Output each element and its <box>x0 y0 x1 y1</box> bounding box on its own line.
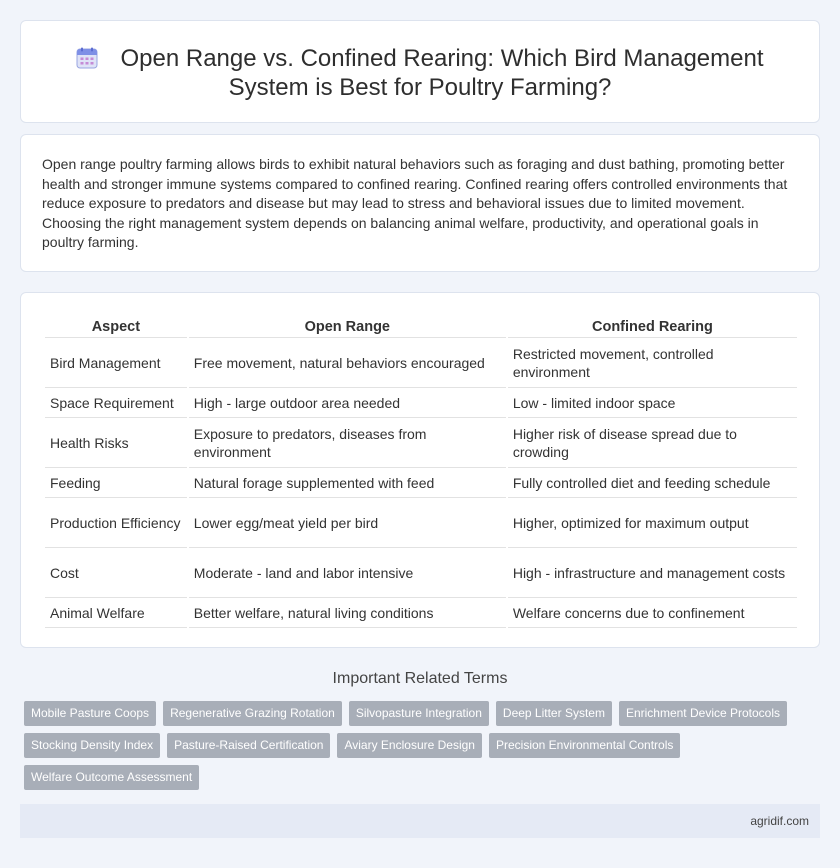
title-card <box>20 20 820 123</box>
title-line-1: Open Range vs. Confined Rearing: Which Bird Management <box>120 45 764 72</box>
table-cell-confined: Higher risk of disease spread due to crowding <box>508 418 797 468</box>
table-cell-open-range: Moderate - land and labor intensive <box>189 548 506 598</box>
table-cell-open-range: Exposure to predators, diseases from environment <box>189 418 506 468</box>
table-row <box>45 388 797 418</box>
related-term-tag[interactable]: Enrichment Device Protocols <box>619 701 787 726</box>
table-cell-open-range: Natural forage supplemented with feed <box>189 468 506 498</box>
related-term-tag[interactable]: Stocking Density Index <box>24 733 160 758</box>
intro-card <box>20 134 820 272</box>
calendar-icon <box>76 47 98 69</box>
table-cell-open-range: High - large outdoor area needed <box>189 388 506 418</box>
comparison-table <box>43 316 799 628</box>
header-aspect: Aspect <box>45 316 187 338</box>
page-title <box>21 44 819 102</box>
table-row <box>45 598 797 628</box>
table-cell-aspect: Space Requirement <box>45 388 187 418</box>
table-cell-confined: Fully controlled diet and feeding schedule <box>508 468 797 498</box>
table-cell-confined: Restricted movement, controlled environment <box>508 338 797 388</box>
table-row <box>45 418 797 468</box>
table-cell-confined: High - infrastructure and management costs <box>508 548 797 598</box>
table-row <box>45 548 797 598</box>
table-row <box>45 468 797 498</box>
related-term-tag[interactable]: Mobile Pasture Coops <box>24 701 156 726</box>
table-cell-aspect: Feeding <box>45 468 187 498</box>
table-cell-aspect: Animal Welfare <box>45 598 187 628</box>
table-cell-open-range: Lower egg/meat yield per bird <box>189 498 506 548</box>
related-term-tag[interactable]: Pasture-Raised Certification <box>167 733 330 758</box>
related-term-tag[interactable]: Regenerative Grazing Rotation <box>163 701 342 726</box>
header-confined-rearing: Confined Rearing <box>508 316 797 338</box>
title-line-2: System is Best for Poultry Farming? <box>228 74 612 101</box>
table-cell-aspect: Bird Management <box>45 338 187 388</box>
related-term-tag[interactable]: Deep Litter System <box>496 701 612 726</box>
table-cell-aspect: Cost <box>45 548 187 598</box>
related-term-tag[interactable]: Silvopasture Integration <box>349 701 489 726</box>
related-terms-list <box>24 701 804 797</box>
table-row <box>45 498 797 548</box>
footer <box>20 804 820 838</box>
table-cell-aspect: Health Risks <box>45 418 187 468</box>
intro-paragraph: Open range poultry farming allows birds to exhibit natural behaviors such as foraging and dust bathing, promoting better health and stronger immune systems compared to confined rearing. Confined rearing offers controlled environments that reduce exposure to predators and disease but may lead to stress and behavioral issues due to limited movement. Choosing the right management system depends on balancing animal welfare, productivity, and operational goals in poultry farming. <box>42 156 788 250</box>
table-cell-confined: Low - limited indoor space <box>508 388 797 418</box>
related-term-tag[interactable]: Aviary Enclosure Design <box>337 733 482 758</box>
footer-site-link[interactable]: agridif.com <box>750 814 809 828</box>
table-cell-confined: Welfare concerns due to confinement <box>508 598 797 628</box>
table-cell-confined: Higher, optimized for maximum output <box>508 498 797 548</box>
table-cell-open-range: Better welfare, natural living conditions <box>189 598 506 628</box>
table-header-row <box>45 316 797 338</box>
header-open-range: Open Range <box>189 316 506 338</box>
table-cell-aspect: Production Efficiency <box>45 498 187 548</box>
table-row <box>45 338 797 388</box>
related-terms-heading: Important Related Terms <box>332 670 508 687</box>
related-term-tag[interactable]: Welfare Outcome Assessment <box>24 765 199 790</box>
table-cell-open-range: Free movement, natural behaviors encouraged <box>189 338 506 388</box>
related-term-tag[interactable]: Precision Environmental Controls <box>489 733 680 758</box>
comparison-card <box>20 292 820 648</box>
